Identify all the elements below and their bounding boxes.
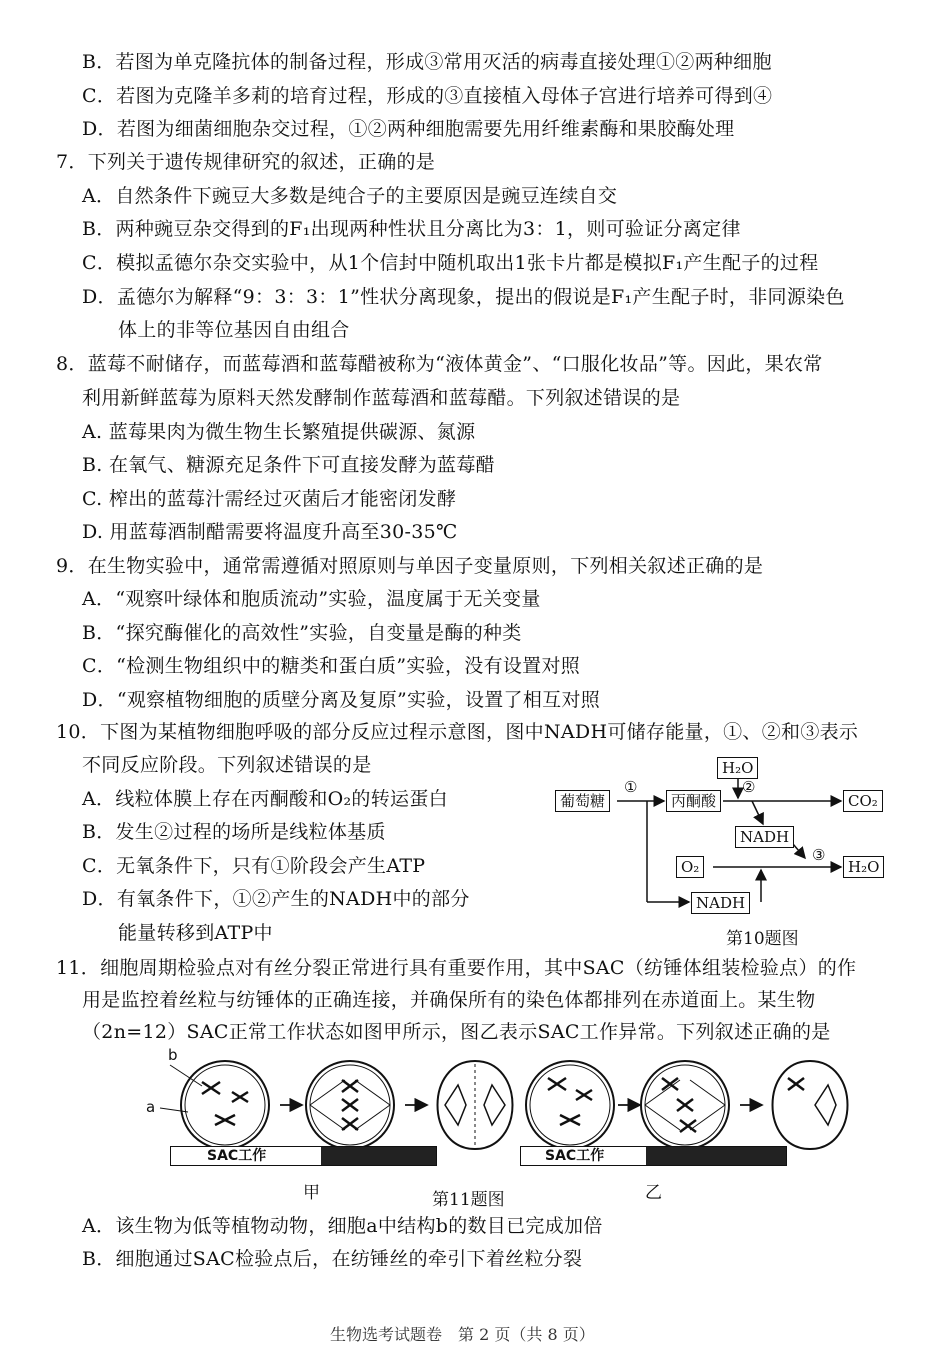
q8-stem: 8．蓝莓不耐储存，而蓝莓酒和蓝莓醋被称为“液体黄金”、“口服化妆品”等。因此，果农常 [56,353,823,375]
q11-stem-cont-1: 用是监控着丝粒与纺锤体的正确连接，并确保所有的染色体都排列在赤道面上。某生物 [82,989,816,1011]
step1-label: ① [624,778,638,796]
q8-option-b: B. 在氧气、糖源充足条件下可直接发酵为蓝莓醋 [82,454,495,476]
q11-figure-caption: 第11题图 [432,1190,505,1210]
sac-bar-jia [170,1146,437,1166]
q6-option-b: B．若图为单克隆抗体的制备过程，形成③常用灭活的病毒直接处理①②两种细胞 [82,51,772,73]
q11-option-b: B．细胞通过SAC检验点后，在纺锤丝的牵引下着丝粒分裂 [82,1248,583,1270]
q9-option-b: B．“探究酶催化的高效性”实验，自变量是酶的种类 [82,622,522,644]
q7-option-a: A．自然条件下豌豆大多数是纯合子的主要原因是豌豆连续自交 [82,185,618,207]
q9-stem: 9．在生物实验中，通常需遵循对照原则与单因子变量原则，下列相关叙述正确的是 [56,555,764,577]
q9-option-d: D．“观察植物细胞的质壁分离及复原”实验，设置了相互对照 [82,689,601,711]
q7-option-d: D．孟德尔为解释“9：3：3：1”性状分离现象，提出的假说是F₁产生配子时，非同源染色 [82,286,845,308]
q11-figure [140,1046,900,1215]
q11-stem: 11．细胞周期检验点对有丝分裂正常进行具有重要作用，其中SAC（纺锤体组装检验点）的作 [56,957,857,979]
label-yi: 乙 [645,1183,662,1203]
q8-option-c: C. 榨出的蓝莓汁需经过灭菌后才能密闭发酵 [82,488,457,510]
nadh-top-box: NADH [735,826,794,848]
step3-label: ③ [812,846,826,864]
page-footer: 生物选考试题卷 第 2 页（共 8 页） [330,1325,595,1344]
q10-figure-caption: 第10题图 [726,929,799,949]
q11-stem-cont-2: （2n=12）SAC正常工作状态如图甲所示，图乙表示SAC工作异常。下列叙述正确的是 [82,1021,831,1043]
co2-box: CO₂ [843,790,883,812]
q7-option-b: B．两种豌豆杂交得到的F₁出现两种性状且分离比为3：1，则可验证分离定律 [82,218,741,240]
q6-option-c: C．若图为克隆羊多莉的培育过程，形成的③直接植入母体子宫进行培养可得到④ [82,85,773,107]
q9-option-a: A．“观察叶绿体和胞质流动”实验，温度属于无关变量 [82,588,541,610]
water-in-box: H₂O [717,757,758,779]
q6-option-d: D．若图为细菌细胞杂交过程，①②两种细胞需要先用纤维素酶和果胶酶处理 [82,118,735,140]
o2-box: O₂ [676,856,704,878]
q11-option-a: A．该生物为低等植物动物，细胞a中结构b的数目已完成加倍 [82,1215,603,1237]
sac-bar-jia-dark [321,1147,436,1165]
q10-figure [555,752,895,922]
water-out-box: H₂O [843,856,884,878]
label-a: a [146,1098,156,1116]
sac-bar-yi-dark [646,1147,786,1165]
q9-option-c: C．“检测生物组织中的糖类和蛋白质”实验，没有设置对照 [82,655,581,677]
q7-option-d-cont: 体上的非等位基因自由组合 [118,319,350,341]
q7-option-c: C．模拟孟德尔杂交实验中，从1个信封中随机取出1张卡片都是模拟F₁产生配子的过程 [82,252,819,274]
q10-stem-cont: 不同反应阶段。下列叙述错误的是 [82,754,372,776]
q10-option-a: A．线粒体膜上存在丙酮酸和O₂的转运蛋白 [82,788,448,810]
q10-stem: 10．下图为某植物细胞呼吸的部分反应过程示意图，图中NADH可储存能量，①、②和③表示 [56,721,859,743]
q10-option-b: B．发生②过程的场所是线粒体基质 [82,821,386,843]
sac-bar-jia-label: SAC工作 [171,1147,321,1165]
q8-option-a: A. 蓝莓果肉为微生物生长繁殖提供碳源、氮源 [82,421,476,443]
q10-option-c: C．无氧条件下，只有①阶段会产生ATP [82,855,426,877]
glucose-box: 葡萄糖 [555,790,610,812]
q10-option-d: D．有氧条件下，①②产生的NADH中的部分 [82,888,470,910]
pyruvate-box: 丙酮酸 [666,790,721,812]
nadh-bottom-box: NADH [691,892,750,914]
label-b: b [168,1046,178,1064]
sac-bar-yi-label: SAC工作 [521,1147,646,1165]
q10-option-d-cont: 能量转移到ATP中 [118,922,273,944]
label-jia: 甲 [303,1183,320,1203]
sac-bar-yi [520,1146,787,1166]
q7-stem: 7．下列关于遗传规律研究的叙述，正确的是 [56,151,436,173]
q8-stem-cont: 利用新鲜蓝莓为原料天然发酵制作蓝莓酒和蓝莓醋。下列叙述错误的是 [82,387,681,409]
step2-label: ② [742,778,756,796]
q8-option-d: D. 用蓝莓酒制醋需要将温度升高至30-35℃ [82,521,458,543]
